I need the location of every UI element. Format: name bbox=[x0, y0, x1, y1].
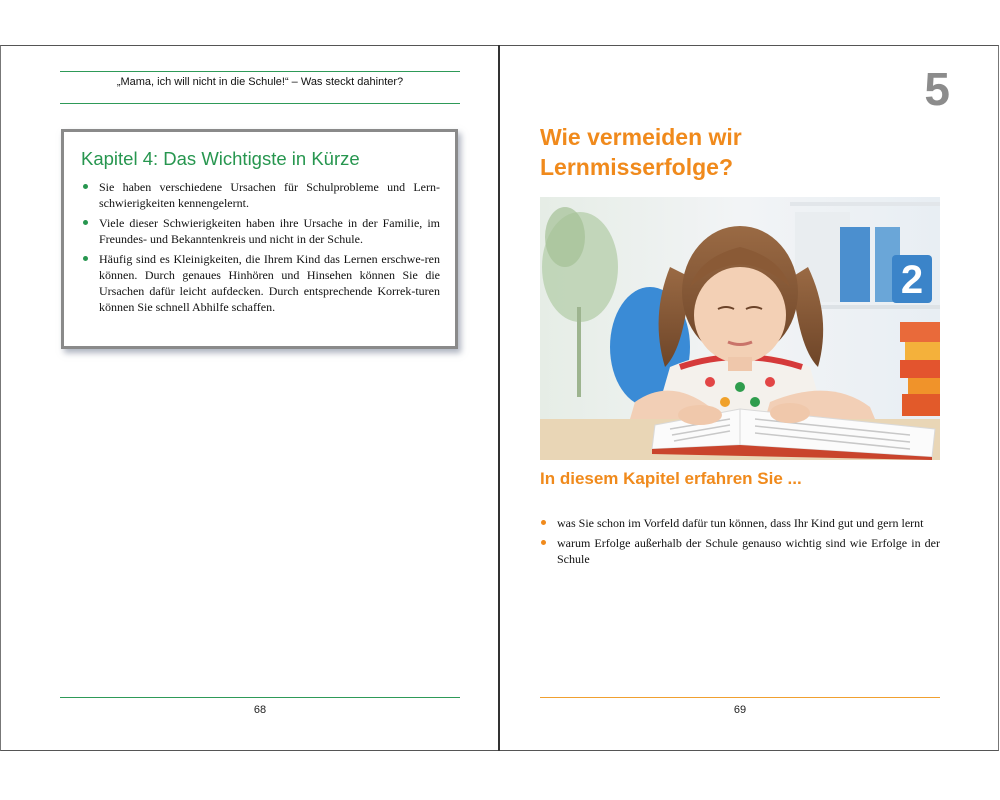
bullet-icon bbox=[83, 184, 88, 189]
bullet-icon bbox=[541, 540, 546, 545]
page-number-left: 68 bbox=[253, 704, 267, 716]
chapter-preview-list bbox=[540, 515, 940, 571]
page-gutter bbox=[498, 45, 500, 751]
bullet-icon bbox=[541, 520, 546, 525]
bullet-icon bbox=[83, 220, 88, 225]
girl-reading-book-photo bbox=[540, 197, 940, 460]
chapter-summary-box bbox=[61, 129, 458, 349]
running-head: „Mama, ich will nicht in die Schule!“ – Was steckt dahinter? bbox=[116, 76, 404, 88]
section-heading: In diesem Kapitel erfahren Sie ... bbox=[540, 469, 802, 488]
list-item-text: was Sie schon im Vorfeld dafür tun können, dass Ihr Kind gut und gern lernt bbox=[557, 516, 924, 530]
header-rule-top bbox=[60, 71, 460, 72]
list-item bbox=[540, 515, 940, 531]
page-number-right: 69 bbox=[733, 704, 747, 716]
svg-text:2: 2 bbox=[900, 258, 924, 302]
footer-rule-left bbox=[60, 697, 460, 698]
list-item bbox=[82, 179, 440, 211]
header-rule-bottom bbox=[60, 103, 460, 104]
list-item-text: Häufig sind es Kleinigkeiten, die Ihrem Kind das Lernen erschwe-ren können. Durch genaues Hinhören und Hinsehen können Sie die Ursachen dafür leicht aufdecken. Durch entsprechende Korrek-turen können Sie schnell Abhilfe schaffen. bbox=[99, 252, 440, 314]
footer-rule-right bbox=[540, 697, 940, 698]
list-item-text: warum Erfolge außerhalb der Schule genauso wichtig sind wie Erfolge in der Schule bbox=[557, 536, 940, 566]
chapter-number: 5 bbox=[924, 63, 950, 115]
list-item bbox=[82, 251, 440, 315]
list-item-text: Viele dieser Schwierigkeiten haben ihre Ursache in der Familie, im Freundes- und Bekanntenkreis und nicht in der Schule. bbox=[99, 216, 440, 246]
chapter-title: Wie vermeiden wir Lernmisserfolge? bbox=[540, 124, 742, 180]
list-item bbox=[540, 535, 940, 567]
bullet-icon bbox=[83, 256, 88, 261]
summary-list bbox=[82, 179, 440, 319]
list-item bbox=[82, 215, 440, 247]
summary-title: Kapitel 4: Das Wichtigste in Kürze bbox=[81, 148, 360, 169]
list-item-text: Sie haben verschiedene Ursachen für Schulprobleme und Lern-schwierigkeiten kennengelernt. bbox=[99, 180, 440, 210]
